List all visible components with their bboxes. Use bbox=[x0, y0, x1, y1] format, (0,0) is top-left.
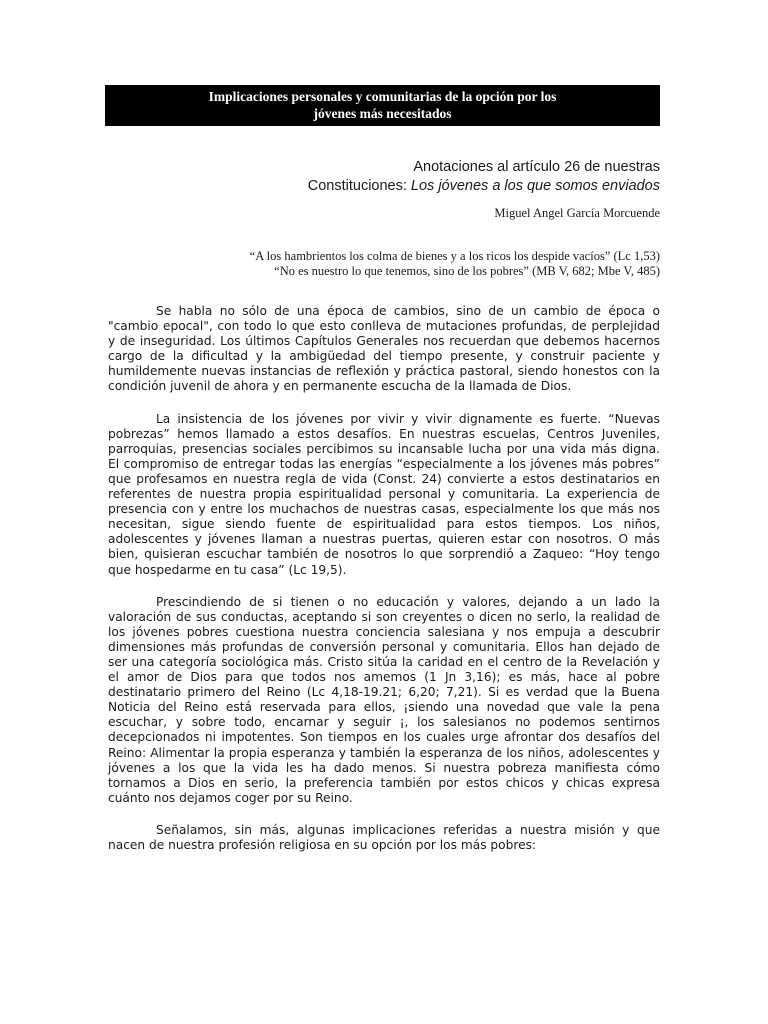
paragraph-4: Señalamos, sin más, algunas implicaciones referidas a nuestra misión y que nacen de nuestra profesión religiosa en su opción por los más pobres: bbox=[108, 822, 660, 852]
subtitle-italic: Los jóvenes a los que somos enviados bbox=[410, 178, 660, 194]
paragraph-1: Se habla no sólo de una época de cambios, sino de un cambio de época o "cambio epocal", con todo lo que esto conlleva de mutaciones profundas, de perplejidad y de inseguridad. Los últimos Capítulos Generales nos recuerdan que debemos hacernos cargo de la dificultad y la ambigüedad del tiempo presente, y construir paciente y humildemente nuevas instancias de reflexión y práctica pastoral, siendo honestos con la condición juvenil de ahora y en permanente escucha de la llamada de Dios. bbox=[108, 304, 660, 394]
author-name: Miguel Angel García Morcuende bbox=[494, 206, 660, 220]
subtitle-line-2 bbox=[308, 177, 660, 196]
title-line-1: Implicaciones personales y comunitarias de la opción por los bbox=[208, 89, 557, 104]
epigraph-quote-2: “No es nuestro lo que tenemos, sino de los pobres” (MB V, 682; Mbe V, 485) bbox=[274, 264, 660, 278]
body-text bbox=[108, 304, 660, 853]
paragraph-2: La insistencia de los jóvenes por vivir y vivir dignamente es fuerte. “Nuevas pobrezas” hemos llamado a estos desafíos. En nuestras escuelas, Centros Juveniles, parroquias, presencias sociales percibimos su incansable lucha por una vida más digna. El compromiso de entregar todas las energías “especialmente a los jóvenes más pobres” que profesamos en nuestra regla de vida (Const. 24) convierte a estos destinatarios en referentes de nuestra propia espiritualidad personal y comunitaria. La experiencia de presencia con y entre los muchachos de nuestras casas, especialmente los que más nos necesitan, sigue siendo fuente de espiritualidad para estos tiempos. Los niños, adolescentes y jóvenes llaman a nuestras puertas, quieren estar con nosotros. O más bien, quisieran escuchar también de nosotros lo que sorprendió a Zaqueo: “Hoy tengo que hospedarme en tu casa” (Lc 19,5). bbox=[108, 411, 660, 577]
epigraph-quote-1: “A los hambrientos los colma de bienes y a los ricos los despide vacíos” (Lc 1,53) bbox=[249, 249, 660, 263]
subtitle-prefix: Constituciones: bbox=[307, 178, 411, 194]
paragraph-3: Prescindiendo de si tienen o no educación y valores, dejando a un lado la valoración de sus conductas, aceptando si son creyentes o dicen no serlo, la realidad de los jóvenes pobres cuestiona nuestra conciencia salesiana y nos empuja a descubrir dimensiones más profundas de conversión personal y comunitaria. Ellos han dejado de ser una categoría sociológica más. Cristo sitúa la caridad en el centro de la Revelación y el amor de Dios para que todos nos amemos (1 Jn 3,16); es más, hace al pobre destinatario primero del Reino (Lc 4,18-19.21; 6,20; 7,21). Si es verdad que la Buena Noticia del Reino está reservada para ellos, ¡siendo una novedad que vale la pena escuchar, y sobre todo, encarnar y seguir ¡, los salesianos no podemos sentirnos decepcionados ni impotentes. Son tiempos en los cuales urge afrontar dos desafíos del Reino: Alimentar la propia esperanza y también la esperanza de los niños, adolescentes y jóvenes a los que la vida les ha dado menos. Si nuestra pobreza manifiesta cómo tornamos a Dios en serio, la preferencia también por estos chicos y chicas expresa cuánto nos dejamos coger por su Reino. bbox=[108, 594, 660, 805]
title-line-2: jóvenes más necesitados bbox=[313, 106, 452, 121]
title-banner bbox=[105, 85, 660, 126]
subtitle bbox=[308, 158, 660, 196]
epigraph-quotes bbox=[250, 249, 660, 279]
subtitle-line-1: Anotaciones al artículo 26 de nuestras bbox=[413, 159, 660, 175]
